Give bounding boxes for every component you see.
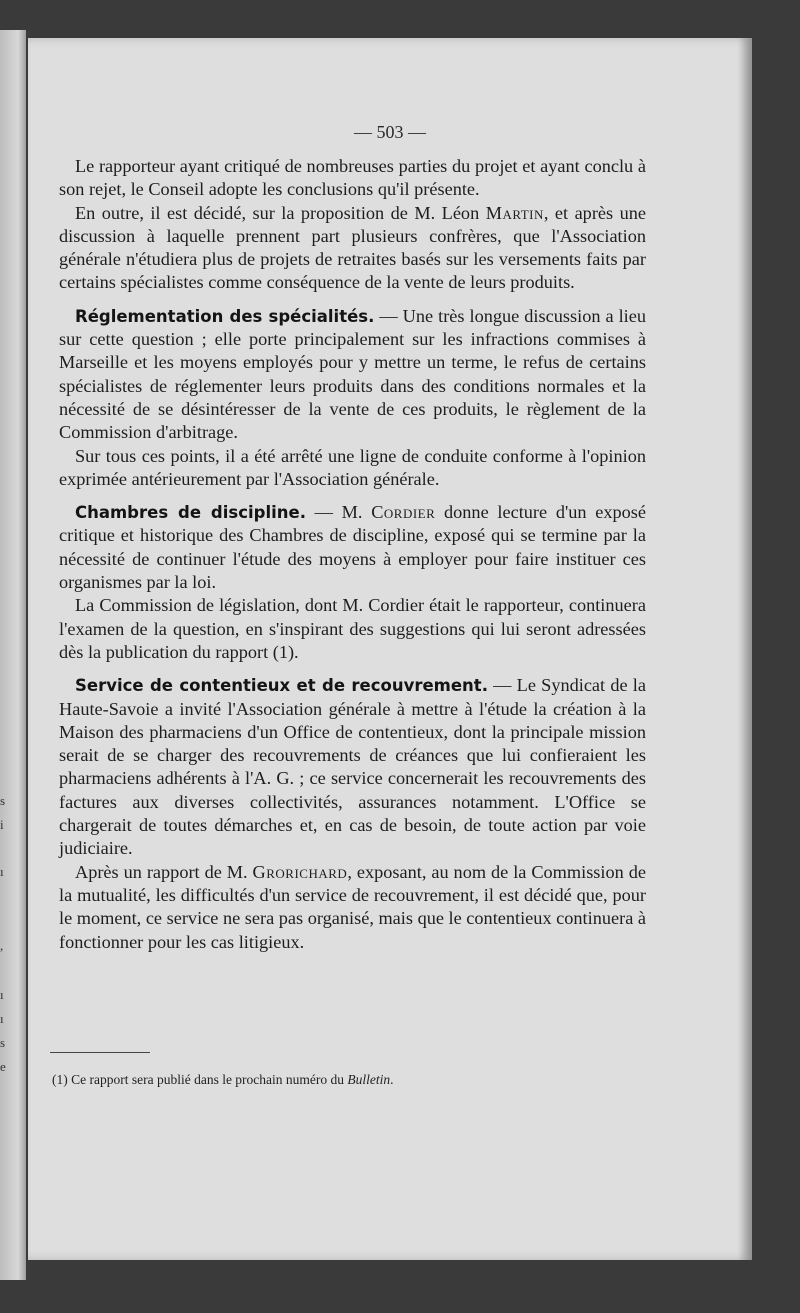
previous-page-edge — [0, 30, 26, 1280]
margin-char: s — [0, 1035, 6, 1050]
paragraph — [59, 861, 646, 954]
person-name: Grorichard — [252, 861, 348, 882]
paragraph-text: , exposant, au nom de la Commission de la mutualité, les difficultés d'un service de recouvrement, il est décidé que, pour le moment, ce service ne sera pas organisé, mais que le contentieux continuera à fonctionner pour les cas litigieux. — [59, 861, 646, 952]
footnote-divider — [50, 1052, 150, 1053]
footnote — [52, 1072, 394, 1088]
margin-char: s — [0, 793, 6, 808]
section-chambres — [59, 501, 646, 594]
section-heading: Chambres de discipline. — [75, 503, 306, 523]
paragraph: Le rapporteur ayant critiqué de nombreuses parties du projet et ayant conclu à son rejet, le Conseil adopte les conclusions qu'il présente. — [59, 156, 646, 200]
footnote-title: Bulletin — [347, 1072, 391, 1087]
paragraph-text: , et après une discussion à laquelle prennent part plusieurs confrères, que l'Association générale n'étudiera plus de projets de retraites basés sur les versements faits par certains spécialistes comme conséquence de la vente de leurs produits. — [59, 202, 646, 293]
person-name: Cordier — [371, 502, 436, 523]
paragraph-text: Après un rapport de M. — [75, 861, 253, 882]
section-heading: Service de contentieux et de recouvrement. — [75, 676, 488, 696]
margin-char: ı — [0, 864, 4, 879]
page-shadow — [738, 38, 752, 1260]
person-name: Martin — [485, 202, 544, 223]
margin-char: ı — [0, 1011, 4, 1026]
section-heading: Réglementation des spécialités. — [75, 306, 375, 326]
paragraph: La Commission de législation, dont M. Cordier était le rapporteur, continuera l'examen de la question, en s'inspirant des suggestions qui lui seront adressées dès la publication du rapport (1). — [59, 595, 646, 662]
paragraph-text: — M. — [305, 502, 372, 523]
footnote-text: (1) Ce rapport sera publié dans le prochain numéro du — [52, 1072, 348, 1087]
paragraph — [59, 202, 646, 295]
margin-char: i — [0, 817, 4, 832]
page-number: — 503 — — [354, 122, 426, 142]
section-contentieux — [59, 674, 646, 860]
paragraph-text: — Une très longue discussion a lieu sur cette question ; elle porte principalement sur les infractions commises à Marseille et les moyens employés pour y mettre un terme, le refus de certains spécialistes de réglementer leurs produits dans des conditions normales et la nécessité de se désintéresser de la vente de ces produits, le règlement de la Commission d'arbitrage. — [59, 305, 647, 443]
paragraph-text: — Le Syndicat de la Haute-Savoie a invité l'Association générale à mettre à l'étude la création à la Maison des pharmaciens d'un Office de contentieux, dont la principale mission serait de se charger des recouvrements de créances que lui confieraient les pharmaciens adhérents à l'A. G. ; ce service concernerait les recouvrements des factures aux diverses collectivités, assurances notamment. L'Office se chargerait de toutes démarches et, en cas de besoin, de toute action par voie judiciaire. — [59, 675, 646, 859]
footnote-end: . — [390, 1072, 394, 1087]
section-reglementation — [59, 305, 646, 445]
margin-char: , — [0, 938, 4, 953]
paragraph-text: En outre, il est décidé, sur la proposition de M. Léon — [75, 202, 486, 223]
paragraph: Sur tous ces points, il a été arrêté une ligne de conduite conforme à l'opinion exprimée antérieurement par l'Association générale. — [59, 445, 646, 489]
margin-char: ı — [0, 987, 4, 1002]
margin-char: e — [0, 1059, 6, 1074]
paragraph-text: donne lecture d'un exposé critique et historique des Chambres de discipline, exposé qui se termine par la nécessité de continuer l'étude des moyens à employer pour faire instituer ces organismes par la loi. — [59, 502, 647, 593]
body-text — [59, 155, 646, 954]
